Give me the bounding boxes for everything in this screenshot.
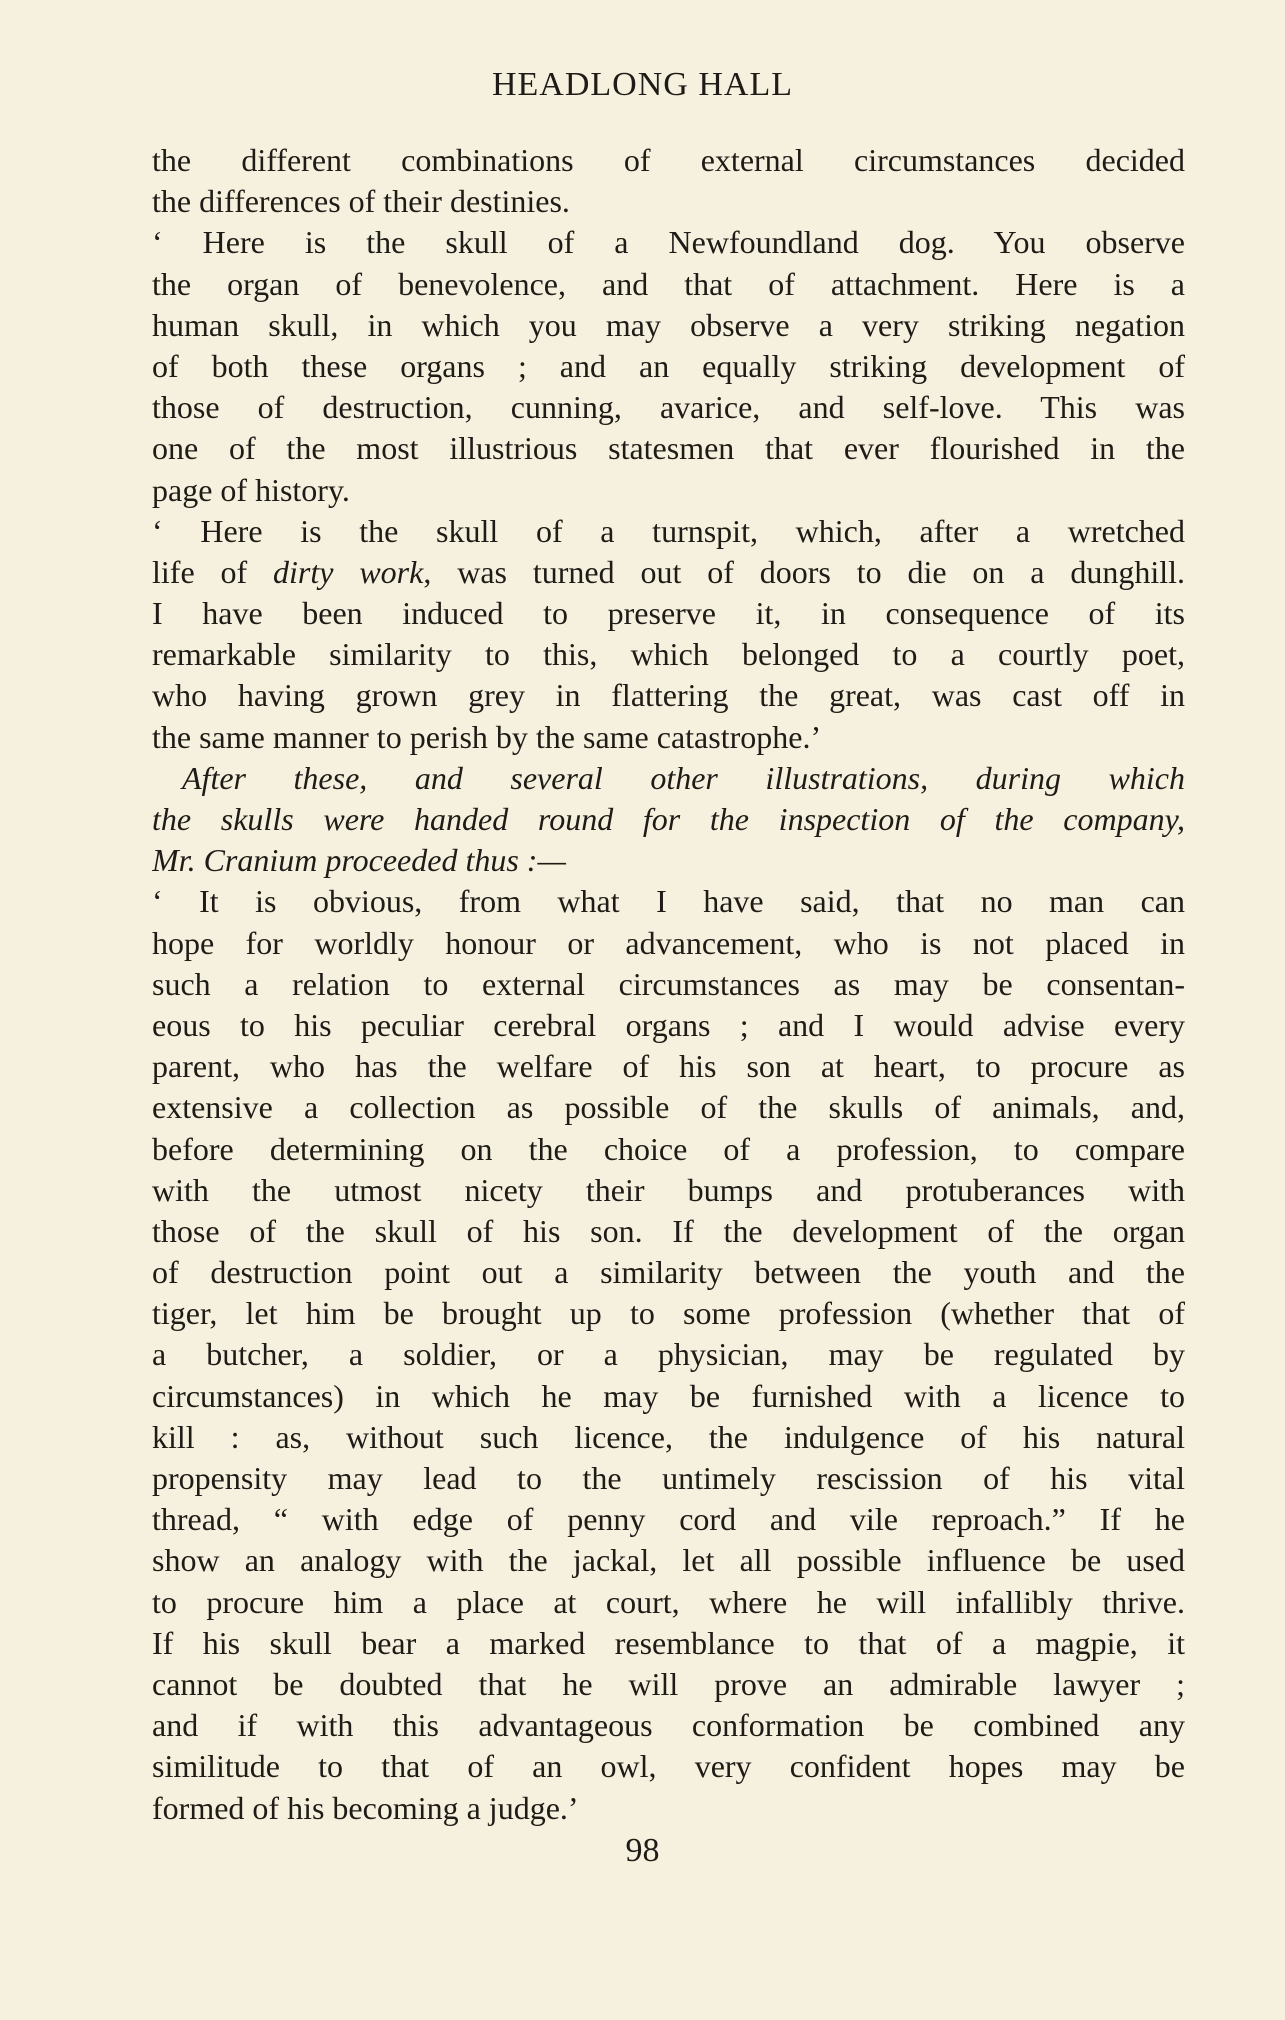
text-line: and if with this advantageous conformation be combined any: [152, 1707, 1185, 1744]
text-line: similitude to that of an owl, very confident hopes may be: [152, 1748, 1185, 1785]
text-line: ‘ It is obvious, from what I have said, that no man can: [152, 883, 1185, 920]
running-head: HEADLONG HALL: [491, 66, 793, 103]
text-line: human skull, in which you may observe a very striking negation: [152, 306, 1185, 343]
page-number: 98: [625, 1832, 660, 1869]
stage-direction-line: Mr. Cranium proceeded thus :—: [152, 842, 566, 879]
text-fragment: , was turned out of doors to die on a dunghill.: [423, 553, 1185, 590]
text-line: cannot be doubted that he will prove an admirable lawyer ;: [152, 1665, 1185, 1702]
text-line: such a relation to external circumstances as may be consentan-: [152, 965, 1185, 1002]
text-line-with-emphasis: [152, 552, 1185, 593]
body-text: [152, 140, 1185, 1829]
text-line: formed of his becoming a judge.’: [152, 1789, 579, 1826]
text-line: the organ of benevolence, and that of attachment. Here is a: [152, 265, 1185, 302]
text-line: show an analogy with the jackal, let all possible influence be used: [152, 1542, 1185, 1579]
text-line: before determining on the choice of a profession, to compare: [152, 1130, 1185, 1167]
text-line: remarkable similarity to this, which belonged to a courtly poet,: [152, 636, 1185, 673]
text-line: tiger, let him be brought up to some profession (whether that of: [152, 1295, 1185, 1332]
text-line: ‘ Here is the skull of a Newfoundland dog. You observe: [152, 224, 1185, 261]
emphasis-text: dirty work: [273, 553, 424, 590]
text-line: I have been induced to preserve it, in consequence of its: [152, 595, 1185, 632]
stage-direction-line: After these, and several other illustrations, during which: [182, 759, 1185, 796]
text-line: a butcher, a soldier, or a physician, may be regulated by: [152, 1336, 1185, 1373]
text-line: those of destruction, cunning, avarice, and self-love. This was: [152, 389, 1185, 426]
text-line: to procure him a place at court, where he will infallibly thrive.: [152, 1583, 1185, 1620]
text-line: the same manner to perish by the same catastrophe.’: [152, 718, 822, 755]
text-line: who having grown grey in flattering the great, was cast off in: [152, 677, 1185, 714]
text-fragment: life of: [152, 553, 274, 590]
text-line: with the utmost nicety their bumps and protuberances with: [152, 1171, 1185, 1208]
text-line: parent, who has the welfare of his son at heart, to procure as: [152, 1048, 1185, 1085]
text-line: extensive a collection as possible of the skulls of animals, and,: [152, 1089, 1185, 1126]
text-line: the different combinations of external circumstances decided: [152, 142, 1185, 178]
text-line: page of history.: [152, 471, 350, 508]
text-line: the differences of their destinies.: [152, 183, 570, 220]
text-line: of destruction point out a similarity between the youth and the: [152, 1254, 1185, 1291]
text-line: ‘ Here is the skull of a turnspit, which, after a wretched: [152, 512, 1185, 549]
text-line: circumstances) in which he may be furnished with a licence to: [152, 1377, 1185, 1414]
text-line: propensity may lead to the untimely rescission of his vital: [152, 1460, 1185, 1496]
text-line: hope for worldly honour or advancement, who is not placed in: [152, 924, 1185, 961]
text-line: those of the skull of his son. If the development of the organ: [152, 1212, 1185, 1249]
text-line: thread, “ with edge of penny cord and vile reproach.” If he: [152, 1501, 1185, 1538]
text-line: one of the most illustrious statesmen that ever flourished in the: [152, 430, 1185, 467]
text-line: of both these organs ; and an equally striking development of: [152, 347, 1185, 384]
stage-direction-line: the skulls were handed round for the inspection of the company,: [152, 801, 1185, 837]
text-line: kill : as, without such licence, the indulgence of his natural: [152, 1418, 1185, 1455]
text-line: If his skull bear a marked resemblance to that of a magpie, it: [152, 1624, 1185, 1661]
text-line: eous to his peculiar cerebral organs ; and I would advise every: [152, 1006, 1185, 1043]
